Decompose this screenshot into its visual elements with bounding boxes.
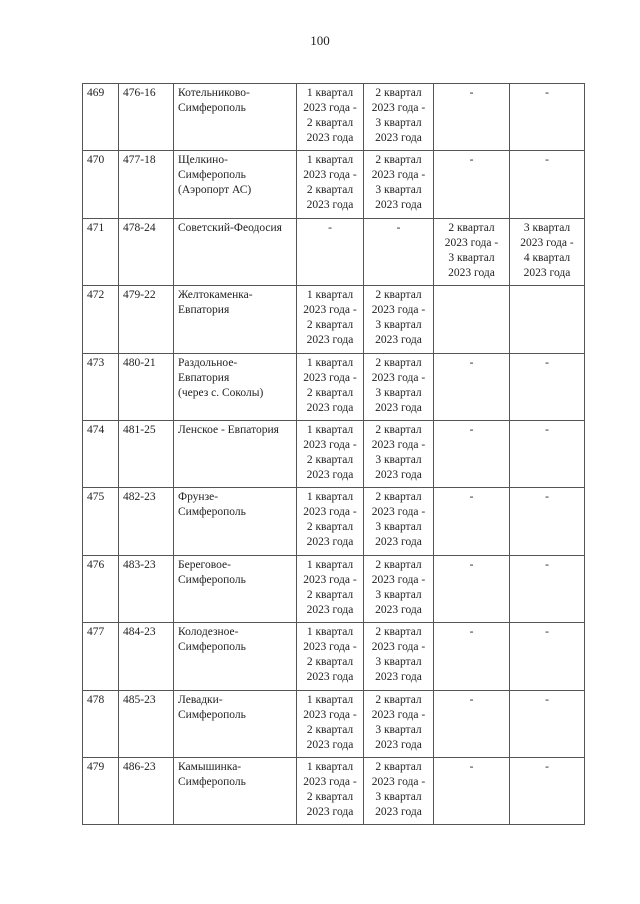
period-2-cell: 2 квартал 2023 года - 3 квартал 2023 года — [364, 84, 434, 151]
row-number-cell: 479 — [83, 757, 119, 824]
route-name-cell: Желтокаменка- Евпатория — [174, 286, 297, 353]
route-code-cell: 486-23 — [119, 757, 174, 824]
row-number-cell: 469 — [83, 84, 119, 151]
period-1-cell: 1 квартал 2023 года - 2 квартал 2023 года — [297, 555, 364, 622]
table-row — [83, 151, 585, 218]
table-row — [83, 218, 585, 285]
period-2-cell: 2 квартал 2023 года - 3 квартал 2023 года — [364, 151, 434, 218]
period-1-cell: 1 квартал 2023 года - 2 квартал 2023 года — [297, 757, 364, 824]
period-1-cell: 1 квартал 2023 года - 2 квартал 2023 года — [297, 623, 364, 690]
period-2-cell: 2 квартал 2023 года - 3 квартал 2023 года — [364, 555, 434, 622]
row-number-cell: 473 — [83, 353, 119, 420]
period-4-cell: - — [510, 757, 585, 824]
period-2-cell: 2 квартал 2023 года - 3 квартал 2023 года — [364, 420, 434, 487]
route-name-cell: Левадки- Симферополь — [174, 690, 297, 757]
period-2-cell: 2 квартал 2023 года - 3 квартал 2023 года — [364, 286, 434, 353]
table-row — [83, 757, 585, 824]
period-3-cell: - — [434, 555, 510, 622]
period-1-cell: 1 квартал 2023 года - 2 квартал 2023 года — [297, 690, 364, 757]
route-code-cell: 478-24 — [119, 218, 174, 285]
period-1-cell: 1 квартал 2023 года - 2 квартал 2023 года — [297, 151, 364, 218]
routes-table — [82, 83, 585, 825]
route-name-cell: Котельниково- Симферополь — [174, 84, 297, 151]
row-number-cell: 470 — [83, 151, 119, 218]
period-3-cell: - — [434, 690, 510, 757]
period-3-cell: 2 квартал 2023 года - 3 квартал 2023 года — [434, 218, 510, 285]
table-row — [83, 488, 585, 555]
route-name-cell: Камышинка- Симферополь — [174, 757, 297, 824]
table-row — [83, 84, 585, 151]
period-1-cell: 1 квартал 2023 года - 2 квартал 2023 года — [297, 353, 364, 420]
period-3-cell — [434, 286, 510, 353]
route-name-cell: Колодезное- Симферополь — [174, 623, 297, 690]
route-code-cell: 480-21 — [119, 353, 174, 420]
period-1-cell: 1 квартал 2023 года - 2 квартал 2023 года — [297, 286, 364, 353]
period-1-cell: 1 квартал 2023 года - 2 квартал 2023 года — [297, 488, 364, 555]
route-name-cell: Ленское - Евпатория — [174, 420, 297, 487]
period-4-cell: - — [510, 84, 585, 151]
period-3-cell: - — [434, 84, 510, 151]
route-code-cell: 482-23 — [119, 488, 174, 555]
period-4-cell: - — [510, 555, 585, 622]
row-number-cell: 472 — [83, 286, 119, 353]
route-name-cell: Щелкино- Симферополь (Аэропорт АС) — [174, 151, 297, 218]
period-2-cell: 2 квартал 2023 года - 3 квартал 2023 года — [364, 690, 434, 757]
table-row — [83, 353, 585, 420]
routes-table-body — [83, 84, 585, 825]
table-row — [83, 623, 585, 690]
route-name-cell: Береговое- Симферополь — [174, 555, 297, 622]
period-4-cell: - — [510, 353, 585, 420]
row-number-cell: 475 — [83, 488, 119, 555]
period-2-cell: 2 квартал 2023 года - 3 квартал 2023 года — [364, 488, 434, 555]
route-name-cell: Раздольное- Евпатория (через с. Соколы) — [174, 353, 297, 420]
route-code-cell: 477-18 — [119, 151, 174, 218]
period-4-cell: - — [510, 151, 585, 218]
table-row — [83, 690, 585, 757]
period-3-cell: - — [434, 420, 510, 487]
period-4-cell: 3 квартал 2023 года - 4 квартал 2023 года — [510, 218, 585, 285]
page-number: 100 — [310, 33, 330, 48]
period-3-cell: - — [434, 757, 510, 824]
period-1-cell: 1 квартал 2023 года - 2 квартал 2023 года — [297, 420, 364, 487]
period-3-cell: - — [434, 353, 510, 420]
route-code-cell: 484-23 — [119, 623, 174, 690]
period-1-cell: - — [297, 218, 364, 285]
route-name-cell: Советский-Феодосия — [174, 218, 297, 285]
row-number-cell: 471 — [83, 218, 119, 285]
period-2-cell: - — [364, 218, 434, 285]
row-number-cell: 474 — [83, 420, 119, 487]
period-1-cell: 1 квартал 2023 года - 2 квартал 2023 года — [297, 84, 364, 151]
route-name-cell: Фрунзе- Симферополь — [174, 488, 297, 555]
period-4-cell: - — [510, 420, 585, 487]
period-3-cell: - — [434, 151, 510, 218]
route-code-cell: 483-23 — [119, 555, 174, 622]
period-4-cell: - — [510, 488, 585, 555]
table-row — [83, 555, 585, 622]
route-code-cell: 476-16 — [119, 84, 174, 151]
row-number-cell: 477 — [83, 623, 119, 690]
period-4-cell — [510, 286, 585, 353]
table-row — [83, 420, 585, 487]
period-4-cell: - — [510, 623, 585, 690]
table-row — [83, 286, 585, 353]
row-number-cell: 478 — [83, 690, 119, 757]
period-2-cell: 2 квартал 2023 года - 3 квартал 2023 года — [364, 757, 434, 824]
period-2-cell: 2 квартал 2023 года - 3 квартал 2023 года — [364, 623, 434, 690]
route-code-cell: 479-22 — [119, 286, 174, 353]
route-code-cell: 481-25 — [119, 420, 174, 487]
route-code-cell: 485-23 — [119, 690, 174, 757]
period-2-cell: 2 квартал 2023 года - 3 квартал 2023 года — [364, 353, 434, 420]
period-3-cell: - — [434, 623, 510, 690]
row-number-cell: 476 — [83, 555, 119, 622]
period-3-cell: - — [434, 488, 510, 555]
period-4-cell: - — [510, 690, 585, 757]
